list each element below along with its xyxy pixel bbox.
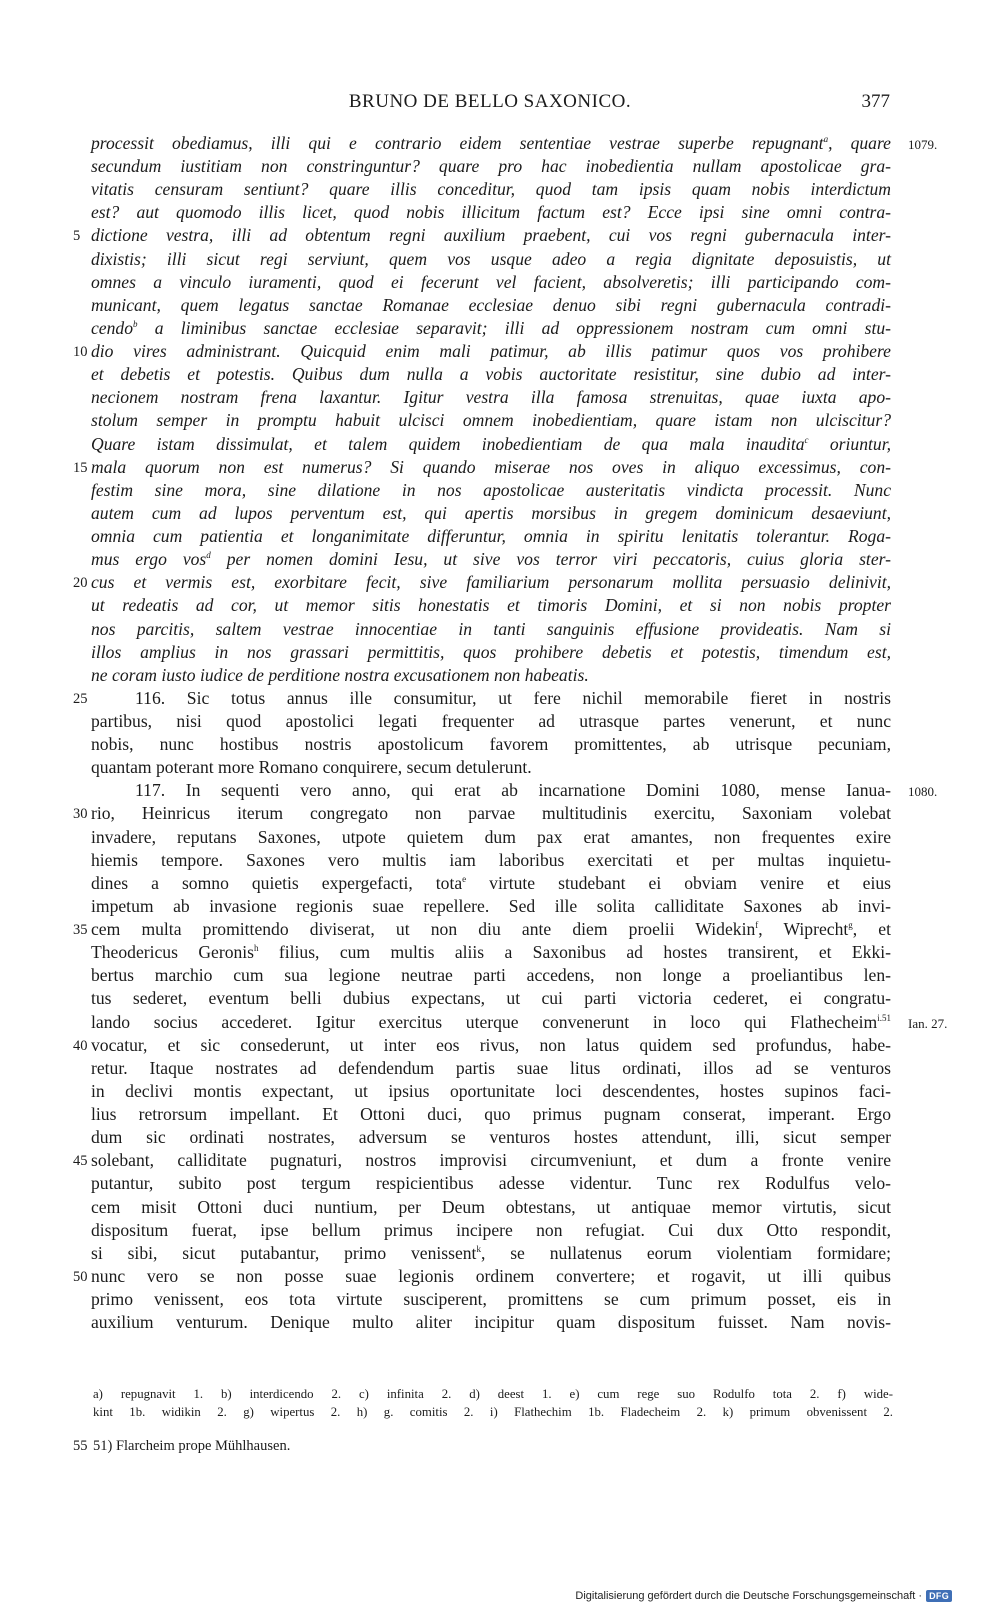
line-number: 30 xyxy=(73,806,88,823)
text-line: partibus, nisi quod apostolici legati frequenter ad utrasque partes venerunt, et nunc xyxy=(91,711,891,731)
text-line: dispositum fuerat, ipse bellum primus incipere non refugiat. Cui dux Otto respondit, xyxy=(91,1219,891,1240)
text-line: bertus marchio cum sua legione neutrae parti accedens, non longe a proeliantibus len- xyxy=(91,965,891,986)
running-title: BRUNO DE BELLO SAXONICO. xyxy=(348,91,632,112)
text-line: ut redeatis ad cor, ut memor sitis honestatis et timoris Domini, et si non nobis propter xyxy=(91,595,891,616)
footnote-variants-line-1 xyxy=(93,1385,893,1403)
text-line: nos parcitis, saltem vestrae innocentiae in tanti sanguinis effusione provideatis. Nam si xyxy=(91,618,891,639)
text-line: dictione vestra, illi ad obtentum regni auxilium praebent, cui vos regni gubernacula inter- xyxy=(91,225,891,246)
text-line: Quare istam dissimulat, et talem quidem inobedientiam de qua mala inaudita$^c$ oriuntur, xyxy=(91,433,891,454)
text-line: putantur, subito post tergum respicientibus adesse videntur. Tunc rex Rodulfus velo- xyxy=(91,1173,891,1194)
footnote-marker: b xyxy=(133,319,138,330)
text-line: vitatis censuram sentiunt? quare illis conceditur, quod tam ipsis quam nobis interdictum xyxy=(91,179,891,200)
footnote-variants-line-2 xyxy=(93,1403,893,1421)
line-number: 25 xyxy=(73,690,88,707)
footnote-marker: d xyxy=(206,550,211,561)
running-header xyxy=(90,91,890,121)
text-line: Theodericus Geronis$^h$ filius, cum multis aliis a Saxonibus ad hostes transirent, et Ekki- xyxy=(91,942,892,963)
text-line: dixistis; illi sicut regi serviunt, quem vos usque adeo a regia dignitate deposuistis, ut xyxy=(91,248,891,269)
text-line: autem cum ad lupos perventum est, qui apertis morsibus in gregem dominicum desaeviunt, xyxy=(91,502,891,523)
footnote-marker: c xyxy=(804,434,809,445)
footnote-marker: g xyxy=(848,920,853,931)
footnote-note xyxy=(93,1436,290,1456)
text-line: mala quorum non est numerus? Si quando miserae nos oves in aliquo excessimus, con- xyxy=(91,456,891,477)
line-number: 10 xyxy=(73,344,88,361)
line-number: 40 xyxy=(73,1037,88,1054)
text-line: lius retrorsum impellant. Et Ottoni duci, quo primus pugnam conserat, imperant. Ergo xyxy=(91,1104,891,1125)
text-line: rio, Heinricus iterum congregato non parvae multitudinis exercitu, Saxoniam volebat xyxy=(91,803,891,824)
footer-credit xyxy=(575,1590,952,1602)
page-number: 377 xyxy=(861,91,890,112)
text-line: dines a somno quietis expergefacti, tota$^e$ virtute studebant ei obviam venire et eius xyxy=(91,872,891,893)
footnote-text: a) repugnavit 1. b) interdicendo 2. c) infinita 2. d) deest 1. e) cum rege suo Rodulfo tota 2. f) wide- xyxy=(93,1387,893,1401)
text-line: et debetis et potestis. Quibus dum nulla a vobis auctoritate resistitur, sine dubio ad inter- xyxy=(91,364,891,385)
line-number: 15 xyxy=(73,459,88,476)
footnote-text: kint 1b. widikin 2. g) wipertus 2. h) g. comitis 2. i) Flathechim 1b. Fladecheim 2. k) primum obvenissent 2. xyxy=(93,1405,893,1419)
text-line: omnia cum patientia et longanimitate differuntur, omnia in spiritu lenitatis tolerantur. Roga- xyxy=(91,526,891,547)
footnote-marker: a xyxy=(823,134,829,145)
line-number: 35 xyxy=(73,922,88,939)
text-line: primo venissent, eos tota virtute susciperent, promittens se cum primum posset, eis in xyxy=(91,1289,891,1309)
text-line: in declivi montis expectant, ut ipsius oportunitate loci descendentes, hostes supinos faci- xyxy=(91,1080,891,1101)
line-number: 55 xyxy=(73,1438,88,1454)
text-line: si sibi, sicut putabantur, primo venissent$^k$, se nullatenus eorum violentiam formidare; xyxy=(91,1242,891,1263)
text-line: est? aut quomodo illis licet, quod nobis illicitum factum est? Ecce ipsi sine omni contra- xyxy=(91,202,891,223)
text-line: invadere, reputans Saxones, utpote quietem dum pax erat amantes, non frequentes exire xyxy=(91,826,891,847)
text-line: lando socius accederet. Igitur exercitus uterque convenerunt in loco qui Flathecheim$^{i.51}$ xyxy=(91,1011,891,1032)
footnote-note-text: 51) Flarcheim prope Mühlhausen. xyxy=(93,1438,291,1454)
footer-text: Digitalisierung gefördert durch die Deutsche Forschungsgemeinschaft · xyxy=(575,1590,923,1602)
text-line: cem multa promittendo diviserat, ut non diu ante diem proelii Widekin$^f$, Wiprecht$^g$, et xyxy=(91,919,891,940)
text-line: stolum semper in promptu habuit ulcisci omnem inobedientiam, quare istam non ulciscitur? xyxy=(91,410,891,431)
text-line: festim sine mora, sine dilatione in nos apostolicae austeritatis vindicta processit. Nunc xyxy=(91,479,891,500)
margin-date-note: 1079. xyxy=(908,137,938,152)
text-line: impetum ab invasione regionis suae repellere. Sed ille solita calliditate Saxones ab invi- xyxy=(91,895,891,916)
text-line: cendo$^b$ a liminibus sanctae ecclesiae separavit; illi ad oppressionem nostram cum omni stu- xyxy=(91,317,891,338)
text-line: necionem nostram frena laxantur. Igitur vestra illa famosa strenuitas, quae iuxta apo- xyxy=(91,387,891,408)
text-line: illos amplius in nos grassari permittitis, quos prohibere debetis et potestis, timendum est, xyxy=(91,641,891,662)
footnote-marker: e xyxy=(462,873,467,884)
text-line: processit obediamus, illi qui e contrario eidem sententiae vestrae superbe repugnant$^a$, quare xyxy=(91,133,891,153)
footnote-marker: i.51 xyxy=(877,1012,891,1023)
dfg-logo: DFG xyxy=(926,1590,952,1602)
line-number: 50 xyxy=(73,1268,88,1285)
line-number: 45 xyxy=(73,1153,88,1170)
margin-date-note: Ian. 27. xyxy=(908,1015,948,1031)
text-line: 117. In sequenti vero anno, qui erat ab incarnatione Domini 1080, mense Ianua- xyxy=(135,780,891,801)
text-line: auxilium venturum. Denique multo aliter incipitur quam dispositum fuisset. Nam novis- xyxy=(91,1312,891,1333)
text-line: omnes a vinculo iuramenti, quod ei fecerunt vel facient, absolveretis; illi participando com- xyxy=(91,271,891,292)
text-line: dum sic ordinati nostrates, adversum se venturos hostes attendunt, illi, sicut semper xyxy=(91,1127,891,1148)
text-line: vocatur, et sic consederunt, ut inter eos rivus, non latus quidem sed profundus, habe- xyxy=(91,1034,891,1055)
footnote-marker: f xyxy=(755,920,759,931)
text-line: solebant, calliditate pugnaturi, nostros improvisi circumveniunt, et dum a fronte venire xyxy=(91,1150,891,1171)
text-line: secundum iustitiam non constringuntur? quare pro hac inobedientia nullam apostolicae gra- xyxy=(91,156,891,177)
text-line: cus et vermis est, exorbitare fecit, sive familiarium personarum mollita persuasio delinivit, xyxy=(91,572,891,593)
margin-date-note: 1080. xyxy=(908,784,938,800)
text-line: mus ergo vos$^d$ per nomen domini Iesu, ut sive vos terror viri peccatoris, cuius gloria ster- xyxy=(91,549,891,570)
text-line: dio vires administrant. Quicquid enim mali patimur, ab illis patimur quos vos prohibere xyxy=(91,341,891,362)
text-line: 116. Sic totus annus ille consumitur, ut fere nichil memorabile fieret in nostris xyxy=(135,687,891,708)
text-line: retur. Itaque nostrates ad defendendum partis suae litus ordinati, illos ad se venturos xyxy=(91,1057,891,1078)
text-line: nunc vero se non posse suae legionis ordinem convertere; et rogavit, ut illi quibus xyxy=(91,1265,891,1286)
text-line: quantam poterant more Romano conquirere, secum detulerunt. xyxy=(91,757,532,778)
line-number: 20 xyxy=(73,575,88,592)
text-line: municant, quem legatus sanctae Romanae ecclesiae denuo sibi regni gubernacula contradi- xyxy=(91,294,891,315)
text-line: tus sederet, eventum belli dubius expectans, ut cui parti victoria cederet, ei congratu- xyxy=(91,988,891,1009)
footnote-marker: h xyxy=(254,943,259,954)
footnote-marker: k xyxy=(476,1243,481,1254)
text-line: cem misit Ottoni duci nuntium, per Deum obtestans, ut antiquae memor virtutis, sicut xyxy=(91,1196,891,1217)
text-line: hiemis tempore. Saxones vero multis iam laboribus exercitati et per multas inquietu- xyxy=(91,849,891,870)
text-line: ne coram iusto iudice de perditione nostra excusationem non habeatis. xyxy=(91,664,589,685)
text-line: nobis, nunc hostibus nostris apostolicum favorem promittentes, ab utrisque pecuniam, xyxy=(91,734,891,755)
line-number: 5 xyxy=(73,228,81,245)
